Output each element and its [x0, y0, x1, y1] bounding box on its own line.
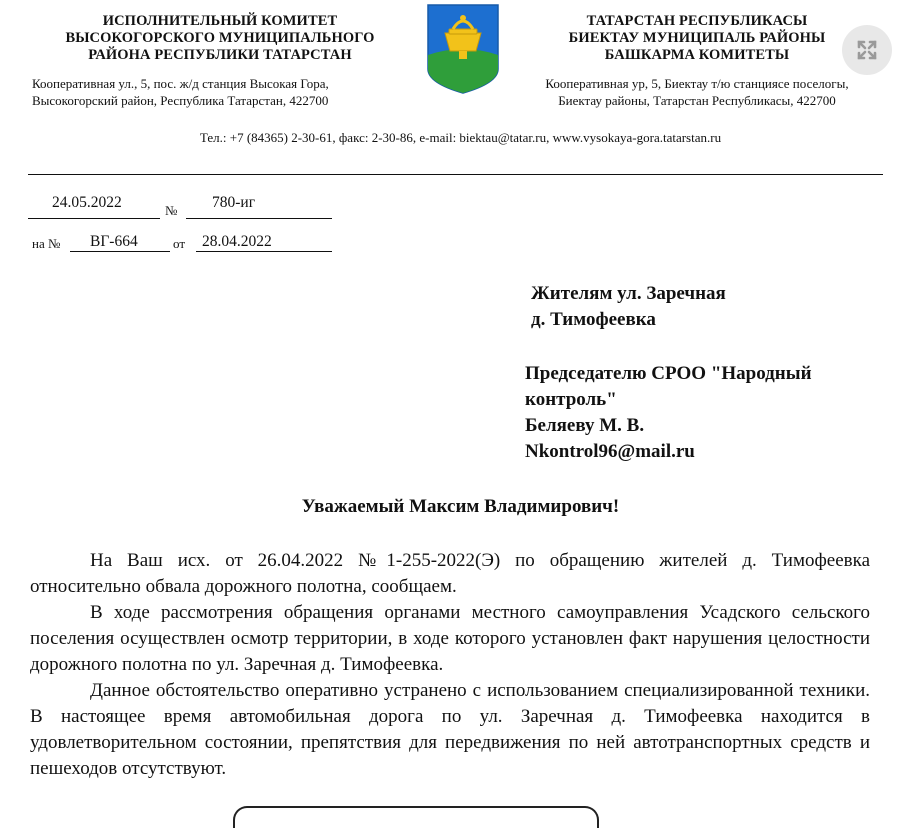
header-divider [28, 174, 883, 175]
contacts-line: Тел.: +7 (84365) 2-30-61, факс: 2-30-86, e-mail: biektau@tatar.ru, www.vysokaya-gora.tatarstan.ru [199, 130, 722, 145]
left-org-line1: ИСПОЛНИТЕЛЬНЫЙ КОМИТЕТ [102, 13, 338, 29]
outgoing-number: 780-иг [212, 194, 256, 211]
left-address-line2: Высокогорский район, Республика Татарстан, 422700 [32, 93, 329, 108]
recipient-residents [531, 281, 891, 333]
ref-date-underline [196, 251, 332, 252]
ref-number-underline [70, 251, 170, 252]
recipient-chairman-email: Nkontrol96@mail.ru [525, 441, 695, 462]
recipient-chairman-line3: Беляеву М. В. [525, 415, 645, 436]
recipient-residents-line1: Жителям ул. Заречная [531, 283, 726, 304]
number-underline [186, 218, 332, 219]
recipient-chairman-line1: Председателю СРОО "Народный [525, 363, 812, 384]
recipient-chairman [525, 361, 905, 465]
salutation: Уважаемый Максим Владимирович! [301, 496, 620, 517]
ref-number: ВГ-664 [90, 233, 138, 250]
left-org-line3: РАЙОНА РЕСПУБЛИКИ ТАТАРСТАН [88, 47, 352, 63]
right-address-line2: Биектау районы, Татарстан Республикасы, 422700 [558, 93, 836, 108]
ref-from-label: от [173, 236, 186, 251]
date-underline [28, 218, 160, 219]
expand-icon [856, 39, 878, 61]
right-address [497, 75, 897, 109]
expand-button[interactable] [842, 25, 892, 75]
left-org-name [20, 13, 420, 64]
right-org-name [497, 13, 897, 64]
body-paragraph-3: Данное обстоятельство оперативно устранено с использованием специализированной техники. В настоящее время автомобильная дорога по ул. Заречная д. Тимофеевка находится в удовлетворительном состоянии, препятствия для передвижения по ней автотранспортных средств и пешеходов отсутствуют. [30, 680, 870, 779]
body-paragraph-2: В ходе рассмотрения обращения органами местного самоуправления Усадского сельского поселения осуществлен осмотр территории, в ходе которого установлен факт нарушения целостности дорожного полотна по ул. Заречная д. Тимофеевка. [30, 602, 870, 675]
left-org-line2: ВЫСОКОГОРСКОГО МУНИЦИПАЛЬНОГО [65, 30, 375, 46]
right-address-line1: Кооперативная ур, 5, Биектау т/ю станциясе поселогы, [545, 76, 849, 91]
ref-number-label: на № [32, 236, 61, 251]
stamp-frame [233, 806, 599, 828]
number-label: № [165, 203, 178, 218]
recipient-residents-line2: д. Тимофеевка [531, 309, 656, 330]
outgoing-date: 24.05.2022 [52, 194, 122, 211]
recipient-chairman-line2: контроль" [525, 389, 617, 410]
ref-date: 28.04.2022 [202, 233, 272, 250]
right-org-line1: ТАТАРСТАН РЕСПУБЛИКАСЫ [586, 13, 808, 29]
body-paragraph-1: На Ваш исх. от 26.04.2022 №1-255-2022(Э) по обращению жителей д. Тимофеевка относительно обвала дорожного полотна, сообщаем. [30, 550, 870, 597]
right-org-line3: БАШКАРМА КОМИТЕТЫ [604, 47, 790, 63]
right-org-line2: БИЕКТАУ МУНИЦИПАЛЬ РАЙОНЫ [568, 30, 826, 46]
left-address [32, 75, 432, 109]
coat-of-arms-icon [425, 3, 501, 95]
left-address-line1: Кооперативная ул., 5, пос. ж/д станция Высокая Гора, [32, 76, 329, 91]
